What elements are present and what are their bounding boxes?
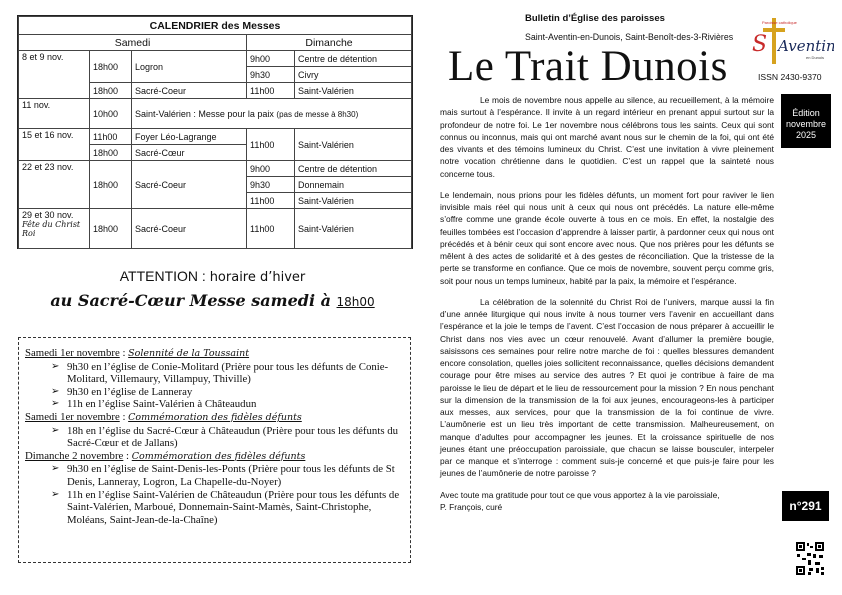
event-item [51, 425, 404, 450]
event-header [25, 347, 404, 361]
qr-code-icon[interactable] [795, 541, 825, 576]
notice-time: 18h00 [336, 295, 375, 309]
sacre-coeur-notice [0, 291, 425, 310]
peace-mass-note: (pas de messe à 8h30) [276, 109, 359, 119]
event-date: Samedi 1er novembre [25, 410, 120, 423]
issn-label: ISSN 2430-9370 [758, 72, 822, 82]
time-cell: 18h00 [90, 51, 132, 83]
paragraph: Le mois de novembre nous appelle au silence, au recueillement, à la mémoire mais surtout à l’espérance. Il invite à un regard intérieur en prenant appui surtout sur la profondeur de notre foi. Le 1er novembre nous célébrons tous les saints. Ceux qui sont connus ou inconnus, mais qui ont marché avant nous sur le chemin de la foi, qui ont été des vivants et des témoins lumineux du Christ. C’est une invitation à vivre pleinement notre vocation chrétienne dans le quotidien. C’est un rappel que la sainteté nous concerne tous. [440, 95, 774, 179]
event-item [51, 489, 404, 527]
arrow-bullet-icon: ➢ [51, 398, 60, 410]
time-cell: 11h00 [247, 193, 295, 209]
place-cell: Logron [132, 51, 247, 83]
event-item [51, 386, 404, 399]
logo-s-letter: S [752, 32, 768, 57]
time-cell: 11h00 [90, 129, 132, 145]
feast-label: Fête du Christ Roi [22, 220, 81, 238]
logo-top-text: Paroisse catholique [762, 20, 797, 25]
time-cell: 18h00 [90, 145, 132, 161]
date-cell: 22 et 23 nov. [19, 161, 90, 209]
event-list [25, 463, 404, 526]
event-item-text: 11h en l’église Saint-Valérien à Châteaudun [67, 398, 257, 411]
place-cell: Centre de détention [295, 161, 412, 177]
event-sep: : [123, 449, 132, 462]
parishes-label: Saint-Aventin-en-Dunois, Saint-Benoît-des-3-Rivières [525, 32, 734, 42]
peace-mass-text: Saint-Valérien : Messe pour la paix [135, 108, 274, 119]
parish-logo [748, 15, 834, 65]
event-date: Samedi 1er novembre [25, 347, 120, 359]
place-cell: Saint-Valérien [295, 209, 412, 249]
arrow-bullet-icon: ➢ [51, 463, 60, 475]
newsletter-title: Le Trait Dunois [448, 43, 728, 90]
event-item-text: 9h30 en l’église de Lanneray [67, 385, 193, 398]
time-cell: 9h00 [247, 51, 295, 67]
arrow-bullet-icon: ➢ [51, 424, 60, 436]
event-item-text: 11h en l’église Saint-Valérien de Châteaudun (Prière pour tous les défunts de Saint-Valérien, Marboué, Donnemain-Saint-Mamès, Saint-Christophe, Moléans, Saint-Jean-de-la-Chaîne) [67, 488, 400, 526]
arrow-bullet-icon: ➢ [51, 360, 60, 372]
logo-aventin-text: Aventin [778, 37, 834, 55]
place-cell: Donnemain [295, 177, 412, 193]
notice-text: au Sacré-Cœur Messe samedi à [50, 291, 337, 310]
arrow-bullet-icon: ➢ [51, 385, 60, 397]
attention-label: ATTENTION : [119, 268, 210, 284]
place-cell: Foyer Léo-Lagrange [132, 129, 247, 145]
place-cell: Sacré-Cœur [132, 145, 247, 161]
place-cell: Saint-Valérien [295, 83, 412, 99]
time-cell: 11h00 [247, 129, 295, 161]
date-cell: 15 et 16 nov. [19, 129, 90, 161]
event-sep: : [119, 410, 129, 423]
peace-mass-cell [132, 99, 412, 129]
cross-logo-icon [748, 15, 834, 65]
time-cell: 9h00 [247, 161, 295, 177]
time-cell: 18h00 [90, 161, 132, 209]
calendar-title: CALENDRIER des Messes [19, 17, 412, 35]
event-list [25, 361, 404, 411]
column-samedi: Samedi [19, 35, 247, 51]
paragraph: Avec toute ma gratitude pour tout ce que vous apportez à la vie paroissiale, [440, 489, 720, 500]
event-sep: : [119, 347, 129, 359]
logo-sub-text: en Dunois [806, 55, 825, 60]
event-item-text: 9h30 en l’église de Saint-Denis-les-Ponts (Prière pour tous les défunts de St Denis, Lanneray, Logron, La Chapelle-du-Noyer) [67, 463, 395, 488]
event-title: Commémoration des fidèles défunts [128, 411, 302, 423]
arrow-bullet-icon: ➢ [51, 488, 60, 500]
mass-calendar [17, 15, 413, 249]
time-cell: 10h00 [90, 99, 132, 129]
edition-badge: Édition novembre 2025 [781, 94, 831, 148]
event-item-text: 9h30 en l’église de Conie-Molitard (Prière pour tous les défunts de Conie-Molitard, Villemaury, Villampuy, Thiville) [67, 360, 389, 386]
place-cell: Sacré-Coeur [132, 161, 247, 209]
event-item [51, 361, 404, 386]
date-cell [19, 209, 90, 249]
event-title: Commémoration des fidèles défunts [131, 450, 306, 462]
attention-line [0, 268, 425, 285]
date-cell: 8 et 9 nov. [19, 51, 90, 99]
bulletin-label: Bulletin d’Église des paroisses [525, 13, 665, 24]
all-saints-events [18, 337, 411, 563]
signature: P. François, curé [440, 501, 503, 512]
place-cell: Civry [295, 67, 412, 83]
winter-schedule-label: horaire d’hiver [209, 270, 306, 285]
event-item-text: 18h en l’église du Sacré-Cœur à Châteaudun (Prière pour tous les défunts du Sacré-Cœur et de Jallans) [67, 424, 399, 450]
date-cell: 11 nov. [19, 99, 90, 129]
time-cell: 18h00 [90, 209, 132, 249]
editorial-article [440, 94, 774, 513]
event-header [25, 411, 404, 425]
event-list [25, 425, 404, 450]
time-cell: 11h00 [247, 209, 295, 249]
event-date: Dimanche 2 novembre [25, 449, 124, 462]
paragraph: Le lendemain, nous prions pour les fidèles défunts, un moment fort pour raviver le lien invisible mais réel qui nous unit à ceux qui nous ont précédés. La nature elle-même s’offre comme une grande école ouverte à tous en ce mois. En effet, la nostalgie des feuilles tombées est l’occasion d’apprendre à laisser partir, à pardonner ceux qui nous ont précédés et à bénir ceux qui sont encore avec nous. Que nos prières pour les défunts se mêlent à des actes de solidarité et à des gestes de réconciliation. Que la tristesse de la perte se transforme en confiance. Que ce mois de novembre, souvent perçu comme gris, soit pour nous un temps lumineux, habité par la paix, la mémoire et l’espérance. [440, 189, 774, 286]
date-text: 29 et 30 nov. [22, 210, 74, 220]
event-item [51, 398, 404, 411]
event-title: Solennité de la Toussaint [128, 348, 250, 359]
place-cell: Centre de détention [295, 51, 412, 67]
time-cell: 11h00 [247, 83, 295, 99]
time-cell: 9h30 [247, 67, 295, 83]
place-cell: Saint-Valérien [295, 193, 412, 209]
place-cell: Sacré-Coeur [132, 209, 247, 249]
issue-number: n°291 [782, 491, 829, 521]
time-cell: 18h00 [90, 83, 132, 99]
place-cell: Sacré-Coeur [132, 83, 247, 99]
place-cell: Saint-Valérien [295, 129, 412, 161]
event-item [51, 463, 404, 488]
column-dimanche: Dimanche [247, 35, 412, 51]
paragraph: La célébration de la solennité du Christ Roi de l’univers, marque aussi la fin d’une année liturgique qui nous invite à nous tourner vers l’avenir en accueillant dans l’espérance et la joie le temps de l’avent. C’est l’occasion de nous préparer à accueillir le Christ dans nos vies avec un cœur renouvelé. Avant d’allumer la première bougie, saisissons ces semaines pour relire notre marche de foi : quelles blessures demandent encore consolation, quelles joies sollicitent reconnaissance, quelles décisions demandent courage pour être mises au service des autres ? Et quoi je contribue à faire de ma paroisse le lieu de départ et le lieu de ressourcement pour la mission ? En nous penchant sur la dimension de la transmission de la foi aux jeunes, encourageons-les à participer aux messes, aux services, pour que la transmission de la foi continue de vivre. L’aumônerie est un lieu très important de cette transmission. Malheureusement, on manque d’adultes pour accompagner les jeunes. Et la croissance spirituelle de nos jeunes étant une préoccupation paroissiale, que chacun se laisse bousculer, interpeler par ce manque et s’interroge : comment suis-je concerné et que puis-je faire pour les jeunes de l’aumônerie de notre paroisse ? [440, 296, 774, 479]
time-cell: 9h30 [247, 177, 295, 193]
event-header [25, 450, 404, 464]
